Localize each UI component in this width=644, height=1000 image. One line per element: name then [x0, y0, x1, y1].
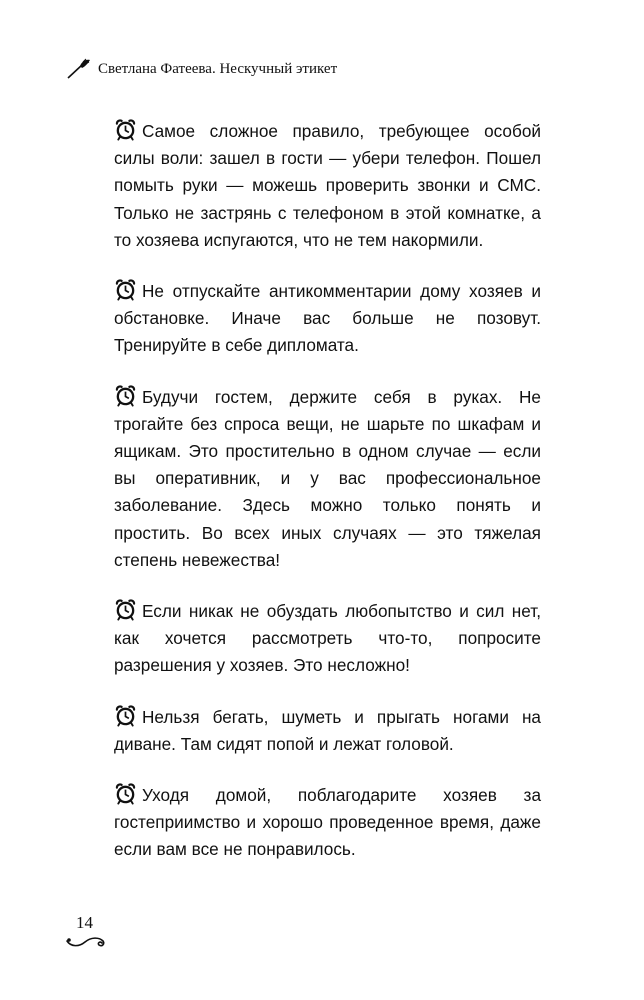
alarm-clock-icon	[114, 782, 137, 805]
paragraph-text: Не отпускайте антикомментарии дому хозяев и обстановке. Иначе вас больше не позовут. Тренируйте в себе дипломата.	[114, 281, 541, 356]
paragraph	[114, 704, 541, 758]
paragraph	[114, 384, 541, 574]
paragraph	[114, 598, 541, 680]
alarm-clock-icon	[114, 704, 137, 727]
paragraph-text: Нельзя бегать, шуметь и прыгать ногами на диване. Там сидят попой и лежат головой.	[114, 706, 541, 754]
paragraph	[114, 278, 541, 360]
paragraph-text: Если никак не обуздать любопытство и сил нет, как хочется рассмотреть что-то, попросите разрешения у хозяев. Это несложно!	[114, 601, 541, 676]
pen-nib-icon	[66, 58, 92, 80]
paragraph-text: Будучи гостем, держите себя в руках. Не трогайте без спроса вещи, не шарьте по шкафам и ящикам. Это простительно в одном случае — если вы оперативник, и у вас профессиональное заболевание. Здесь можно только понять и простить. Во всех иных случаях — это тяжелая степень невежества!	[114, 386, 541, 570]
paragraph-text: Самое сложное правило, требующее особой силы воли: зашел в гости — убери телефон. Пошел помыть руки — можешь проверить звонки и СМС. Только не застрянь с телефоном в этой комнатке, а то хозяева испугаются, что не тем накормили.	[114, 121, 541, 250]
paragraph	[114, 118, 541, 254]
paragraph-text: Уходя домой, поблагодарите хозяев за гостеприимство и хорошо проведенное время, даже если вам все не понравилось.	[114, 785, 541, 860]
swirl-ornament-icon	[65, 935, 111, 949]
alarm-clock-icon	[114, 278, 137, 301]
alarm-clock-icon	[114, 384, 137, 407]
alarm-clock-icon	[114, 598, 137, 621]
page-body	[114, 118, 541, 888]
book-title: Светлана Фатеева. Нескучный этикет	[98, 60, 338, 77]
running-header	[66, 58, 337, 80]
alarm-clock-icon	[114, 118, 137, 141]
page-number: 14	[76, 913, 93, 932]
paragraph	[114, 782, 541, 864]
